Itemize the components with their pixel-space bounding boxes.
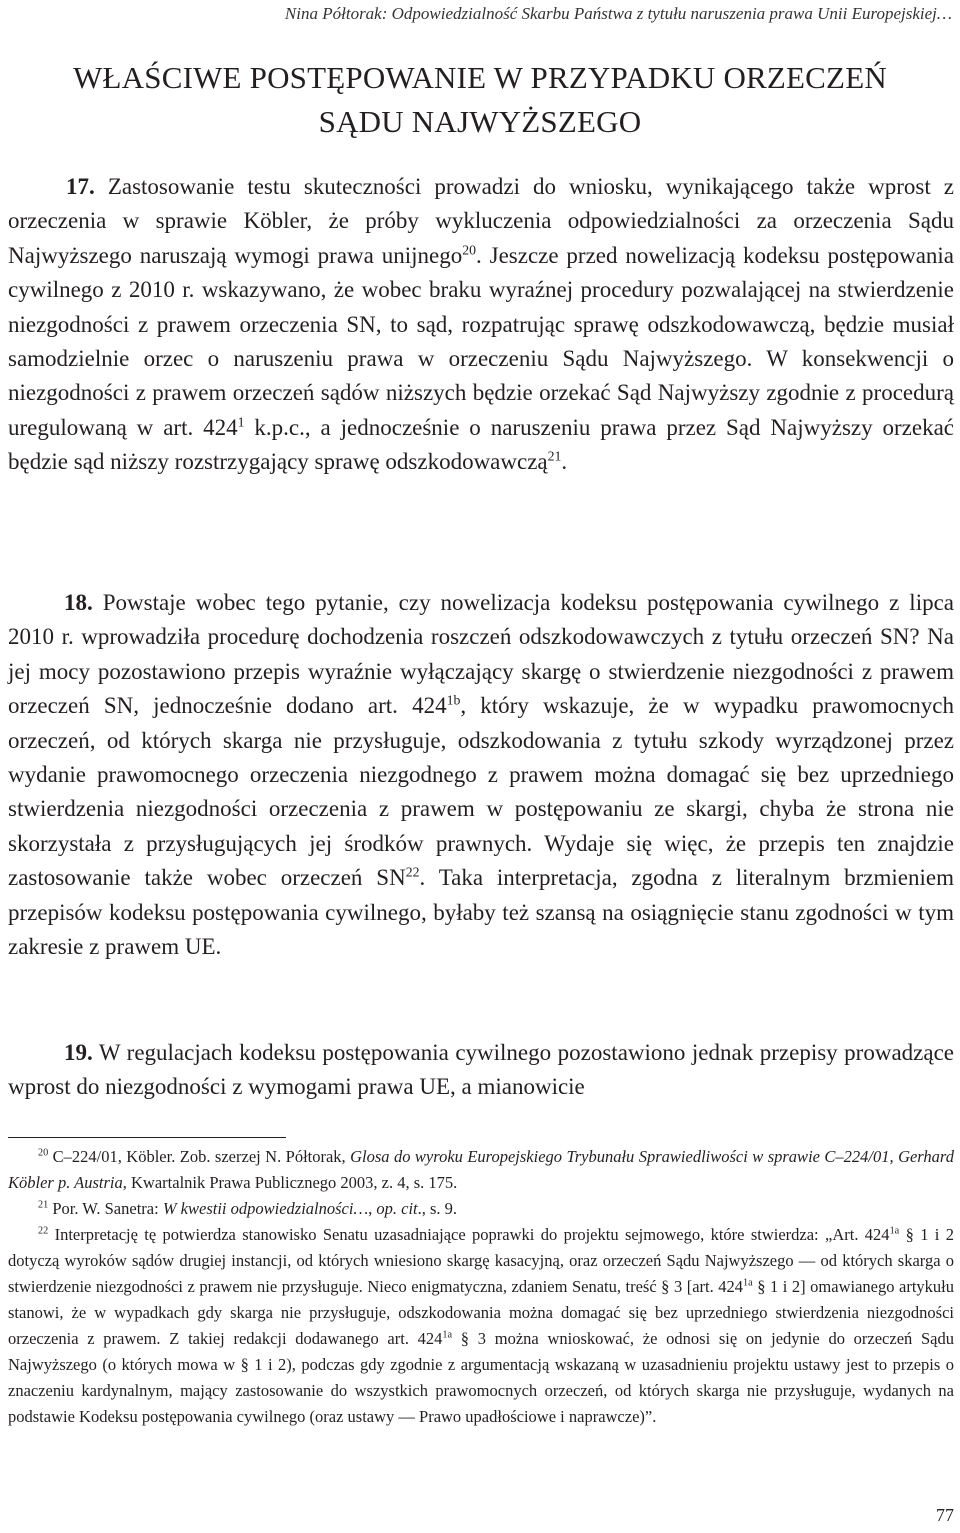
page-number: 77 bbox=[936, 1505, 954, 1525]
footnote-text: § 1 i 2] omawianego artykułu stanowi, że w wypadkach gdy skarga nie przysługuje, odszkodowania można domagać się bez uprzedniego stwierdzenia niezgodności orzeczenia z prawem. Z takiej redakcji dodawanego art. 424 bbox=[8, 1277, 954, 1348]
footnote-text: § 3 można wnioskować, że odnosi się on jedynie do orzeczeń Sądu Najwyższego (o których mowa w § 1 i 2), podczas gdy zgodnie z argumentacją wskazaną w uzasadnieniu projektu ustawy jest to przepis o znaczeniu kardynalnym, mający zastosowanie do wszystkich prawomocnych orzeczeń, od których skarga nie przysługuje, wydanych na podstawie Kodeksu postępowania cywilnego (oraz ustawy — Prawo upadłościowe i naprawcze)”. bbox=[8, 1329, 954, 1426]
paragraph-text: , który wskazuje, że w wypadku prawomocnych orzeczeń, od których skarga nie przysługuje, odszkodowania z tytułu szkody wyrządzonej przez wydanie prawomocnego orzeczenia niezgodnego z prawem można domagać się bez uprzedniego stwierdzenia niezgodności orzeczenia z prawem w postępowaniu ze skargi, chyba że strona nie skorzystała z przysługujących jej środków prawnych. Wydaje się więc, że przepis ten znajdzie zastosowanie także wobec orzeczeń SN bbox=[8, 693, 954, 891]
section-title bbox=[8, 56, 952, 144]
footnote-text: § 1 i 2 dotyczą wyroków sądów drugiej instancji, od których wniesiono skargę kasacyjną, oraz orzeczeń Sądu Najwyższego — od których skarga o stwierdzenie niezgodności z prawem nie przysługuje. Nieco enigmatyczna, zdaniem Senatu, treść § 3 [art. 424 bbox=[8, 1225, 954, 1296]
article-superscript: 1a bbox=[442, 1329, 453, 1341]
section-title-line-1: WŁAŚCIWE POSTĘPOWANIE W PRZYPADKU ORZECZEŃ bbox=[73, 60, 887, 95]
footnote-ref-20[interactable]: 20 bbox=[462, 242, 477, 258]
footnote-ref-21[interactable]: 21 bbox=[547, 448, 562, 464]
footnote-text: Interpretację tę potwierdza stanowisko Senatu uzasadniające poprawki do projektu sejmowego, które stwierdza: „Art. 424 bbox=[48, 1225, 890, 1244]
paragraph-17 bbox=[8, 170, 954, 480]
footnote-text: , bbox=[368, 1199, 377, 1218]
paragraph-text: W regulacjach kodeksu postępowania cywilnego pozostawiono jednak przepisy prowadzące wprost do niezgodności z wymogami prawa UE, a mianowicie bbox=[8, 1040, 954, 1100]
footnote-20 bbox=[8, 1144, 954, 1196]
footnote-text: C–224/01, Köbler. Zob. szerzej N. Półtorak, bbox=[48, 1147, 351, 1166]
footnote-22 bbox=[8, 1222, 954, 1430]
paragraph-text: Powstaje wobec tego pytanie, czy nowelizacja kodeksu postępowania cywilnego z lipca 2010 r. wprowadziła procedurę dochodzenia roszczeń odszkodowawczych z tytułu orzeczeń SN? Na jej mocy pozostawiono przepis wyraźnie wyłączający skargę o stwierdzenie niezgodności z prawem orzeczeń SN, jednocześnie dodano art. 424 bbox=[8, 590, 955, 719]
footnote-text: , Kwartalnik Prawa Publicznego 2003, z. 4, s. 175. bbox=[122, 1173, 458, 1192]
footnote-mark: 21 bbox=[38, 1199, 49, 1211]
footnote-mark: 22 bbox=[38, 1225, 49, 1237]
footnote-text: Por. W. Sanetra: bbox=[48, 1199, 163, 1218]
paragraph-text: k.p.c., a jednocześnie o naruszeniu prawa przez Sąd Najwyższy orzekać będzie sąd niższy rozstrzygający sprawę odszkodowawczą bbox=[8, 414, 954, 475]
section-title-line-2: SĄDU NAJWYŻSZEGO bbox=[318, 104, 642, 139]
footnote-21 bbox=[8, 1196, 954, 1222]
footnote-text: ., s. 9. bbox=[417, 1199, 458, 1218]
paragraph-text: . Taka interpretacja, zgodna z literalnym brzmieniem przepisów kodeksu postępowania cywilnego, byłaby też szansą na osiągnięcie stanu zgodności w tym zakresie z prawem UE. bbox=[8, 865, 954, 960]
footnote-divider bbox=[8, 1137, 286, 1138]
article-superscript: 1a bbox=[743, 1277, 753, 1289]
paragraph-text: Zastosowanie testu skuteczności prowadzi do wniosku, wynikającego także wprost z orzeczenia w sprawie Köbler, że próby wykluczenia odpowiedzialności za orzeczenia Sądu Najwyższego naruszają wymogi prawa unijnego bbox=[8, 174, 955, 268]
article-superscript: 1a bbox=[889, 1225, 900, 1237]
footnote-italic: W kwestii odpowiedzialności… bbox=[162, 1199, 369, 1218]
footnote-mark: 20 bbox=[38, 1147, 49, 1159]
footnote-italic: op. cit bbox=[376, 1199, 418, 1218]
footnotes bbox=[8, 1144, 954, 1430]
paragraph-text: . bbox=[561, 449, 568, 475]
footnote-italic: Glosa do wyroku Europejskiego Trybunału Sprawiedliwości w sprawie C–224/01, Gerhard Köbler p. Austria bbox=[8, 1147, 954, 1192]
paragraph-number: 18. bbox=[64, 590, 93, 615]
paragraph-text: . Jeszcze przed nowelizacją kodeksu postępowania cywilnego z 2010 r. wskazywano, że wobec braku wyraźnej procedury pozwalającej na stwierdzenie niezgodności z prawem orzeczenia SN, to sąd, rozpatrując sprawę odszkodowawczą, będzie musiał samodzielnie orzec o naruszeniu prawa w orzeczeniu Sądu Najwyższego. W konsekwencji o niezgodności z prawem orzeczeń sądów niższych będzie orzekać Sąd Najwyższy zgodnie z procedurą uregulowaną w art. 424 bbox=[8, 242, 955, 440]
paragraph-number: 19. bbox=[64, 1040, 93, 1065]
article-superscript: 1 bbox=[237, 414, 245, 430]
footnote-ref-22[interactable]: 22 bbox=[405, 864, 420, 880]
article-superscript: 1b bbox=[446, 692, 461, 708]
paragraph-number: 17. bbox=[66, 174, 95, 199]
paragraph-18 bbox=[8, 586, 954, 964]
paragraph-19 bbox=[8, 1036, 954, 1105]
running-header: Nina Półtorak: Odpowiedzialność Skarbu Państwa z tytułu naruszenia prawa Unii Europejskiej… bbox=[284, 4, 952, 23]
